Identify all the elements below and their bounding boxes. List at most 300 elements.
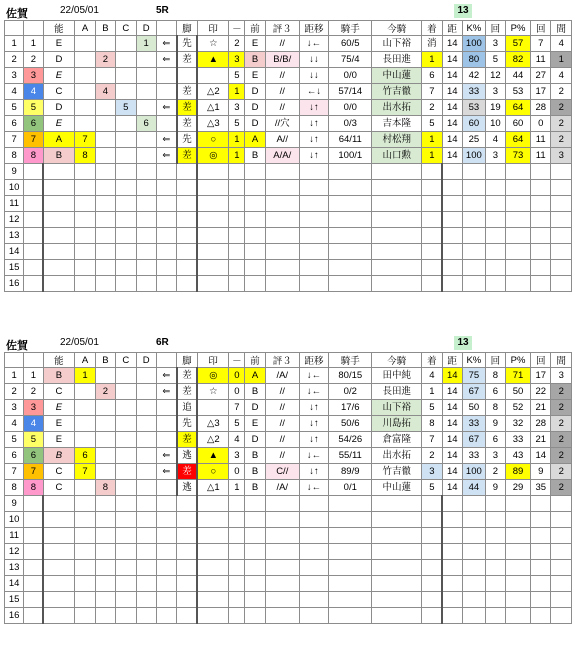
cell-empty [422, 228, 442, 244]
cell-empty [265, 228, 299, 244]
cell-hyo: /A/ [265, 368, 299, 384]
cell-p2: 17 [531, 84, 551, 100]
cell-p2: 21 [531, 432, 551, 448]
cell-hyo: // [265, 432, 299, 448]
cell-b [95, 448, 115, 464]
cell-empty [329, 544, 372, 560]
cell-p2: 28 [531, 100, 551, 116]
cell-empty [177, 244, 197, 260]
table-row-empty [5, 512, 572, 528]
column-header: 距 [442, 21, 462, 36]
cell-empty [136, 244, 156, 260]
cell-kyaku: 差 [177, 148, 197, 164]
cell-kan: 2 [551, 416, 572, 432]
cell-kyo: ↓↑ [299, 100, 328, 116]
cell-empty [265, 544, 299, 560]
cell-kisyu: 57/14 [329, 84, 372, 100]
column-header: B [95, 21, 115, 36]
cell-kyo: ↓← [299, 384, 328, 400]
cell-empty [229, 592, 245, 608]
cell-k2: 5 [485, 52, 505, 68]
cell-empty [197, 276, 229, 292]
cell-empty [329, 496, 372, 512]
column-header: 印 [197, 21, 229, 36]
cell-empty [136, 228, 156, 244]
cell-hyo: A// [265, 132, 299, 148]
cell-b: 4 [95, 84, 115, 100]
table-row [5, 52, 572, 68]
cell-mae: D [245, 84, 265, 100]
cell-empty [116, 244, 136, 260]
row-number: 11 [5, 528, 24, 544]
cell-w: 3 [24, 68, 43, 84]
cell-kyori: 14 [442, 100, 462, 116]
cell-konki: 出水拓 [372, 100, 422, 116]
cell-empty [95, 228, 115, 244]
cell-p: 64 [506, 100, 531, 116]
table-row-empty [5, 228, 572, 244]
cell-empty [442, 212, 462, 228]
cell-b [95, 116, 115, 132]
cell-empty [485, 276, 505, 292]
cell-m: 1 [229, 480, 245, 496]
cell-empty [506, 180, 531, 196]
column-header: D [136, 353, 156, 368]
cell-empty [24, 180, 43, 196]
cell-empty [116, 576, 136, 592]
cell-p: 29 [506, 480, 531, 496]
cell-empty [95, 244, 115, 260]
cell-empty [329, 576, 372, 592]
cell-empty [116, 592, 136, 608]
cell-empty [531, 276, 551, 292]
cell-kan: 2 [551, 464, 572, 480]
column-header: － [229, 21, 245, 36]
cell-kyo: ↓↑ [299, 464, 328, 480]
cell-empty [177, 592, 197, 608]
cell-shirushi [197, 68, 229, 84]
cell-kyaku: 追 [177, 400, 197, 416]
cell-empty [197, 164, 229, 180]
cell-empty [422, 560, 442, 576]
cell-konki: 山下裕 [372, 400, 422, 416]
cell-a [75, 416, 95, 432]
cell-empty [24, 544, 43, 560]
cell-empty [442, 544, 462, 560]
cell-empty [177, 180, 197, 196]
cell-chaku: 1 [422, 148, 442, 164]
cell-kisyu: 0/0 [329, 68, 372, 84]
cell-empty [329, 244, 372, 260]
cell-kan: 2 [551, 116, 572, 132]
cell-empty [156, 212, 176, 228]
cell-k2: 4 [485, 132, 505, 148]
table-row-empty [5, 560, 572, 576]
table-row [5, 416, 572, 432]
cell-n: 7 [5, 464, 24, 480]
cell-m: 0 [229, 384, 245, 400]
cell-empty [463, 180, 486, 196]
cell-empty [24, 528, 43, 544]
cell-p2: 14 [531, 448, 551, 464]
cell-empty [136, 212, 156, 228]
row-number: 14 [5, 576, 24, 592]
cell-m: 3 [229, 100, 245, 116]
cell-empty [265, 276, 299, 292]
cell-d [136, 400, 156, 416]
cell-hyo: // [265, 36, 299, 52]
cell-c [116, 36, 136, 52]
cell-empty [372, 528, 422, 544]
cell-empty [116, 228, 136, 244]
table-row-empty [5, 496, 572, 512]
cell-k2: 2 [485, 464, 505, 480]
cell-empty [372, 212, 422, 228]
cell-empty [506, 576, 531, 592]
cell-no: E [43, 36, 75, 52]
cell-empty [136, 608, 156, 624]
cell-empty [24, 276, 43, 292]
cell-no: E [43, 416, 75, 432]
cell-chaku: 4 [422, 368, 442, 384]
column-header: 回 [485, 21, 505, 36]
cell-c [116, 148, 136, 164]
cell-w: 8 [24, 148, 43, 164]
cell-konki: 田中純 [372, 368, 422, 384]
cell-empty [551, 196, 572, 212]
cell-empty [245, 196, 265, 212]
cell-empty [24, 496, 43, 512]
cell-c [116, 368, 136, 384]
cell-empty [156, 496, 176, 512]
cell-empty [245, 276, 265, 292]
cell-kyo: ↓← [299, 480, 328, 496]
cell-no: E [43, 432, 75, 448]
table-row-empty [5, 576, 572, 592]
table-row [5, 400, 572, 416]
cell-empty [551, 244, 572, 260]
cell-hyo: // [265, 416, 299, 432]
cell-empty [329, 528, 372, 544]
cell-empty [299, 592, 328, 608]
cell-chaku: 2 [422, 100, 442, 116]
row-number: 10 [5, 512, 24, 528]
cell-empty [177, 260, 197, 276]
cell-n: 4 [5, 84, 24, 100]
cell-empty [177, 512, 197, 528]
cell-empty [245, 164, 265, 180]
cell-empty [229, 560, 245, 576]
cell-kan: 2 [551, 132, 572, 148]
cell-k: 67 [463, 384, 486, 400]
cell-p2: 35 [531, 480, 551, 496]
cell-chaku: 7 [422, 432, 442, 448]
cell-empty [442, 228, 462, 244]
cell-no: E [43, 68, 75, 84]
cell-empty [116, 512, 136, 528]
cell-a: 7 [75, 464, 95, 480]
cell-empty [95, 576, 115, 592]
cell-m: 3 [229, 448, 245, 464]
cell-empty [531, 528, 551, 544]
cell-mae: A [245, 132, 265, 148]
column-header-blank [156, 21, 176, 36]
race-block-5r [4, 4, 572, 292]
cell-kyaku: 先 [177, 132, 197, 148]
cell-kyaku: 差 [177, 100, 197, 116]
cell-n: 5 [5, 100, 24, 116]
cell-empty [372, 244, 422, 260]
cell-empty [136, 196, 156, 212]
cell-p: 52 [506, 400, 531, 416]
cell-w: 2 [24, 384, 43, 400]
cell-k2: 3 [485, 448, 505, 464]
cell-empty [116, 276, 136, 292]
cell-a [75, 52, 95, 68]
column-header: 騎手 [329, 21, 372, 36]
cell-empty [506, 560, 531, 576]
cell-empty [442, 576, 462, 592]
cell-hyo: // [265, 68, 299, 84]
cell-empty [551, 608, 572, 624]
cell-empty [229, 512, 245, 528]
cell-empty [95, 212, 115, 228]
cell-empty [43, 576, 75, 592]
cell-empty [136, 560, 156, 576]
cell-no: B [43, 448, 75, 464]
column-header: C [116, 353, 136, 368]
cell-empty [24, 164, 43, 180]
cell-empty [75, 512, 95, 528]
cell-k2: 6 [485, 432, 505, 448]
column-header: 着 [422, 353, 442, 368]
cell-empty [229, 196, 245, 212]
table-row [5, 480, 572, 496]
cell-arr [156, 480, 176, 496]
cell-kyori: 14 [442, 400, 462, 416]
cell-d [136, 416, 156, 432]
cell-arr: ⇐ [156, 464, 176, 480]
cell-empty [95, 544, 115, 560]
cell-empty [156, 528, 176, 544]
cell-m: 7 [229, 400, 245, 416]
cell-empty [75, 608, 95, 624]
cell-empty [485, 544, 505, 560]
cell-empty [116, 608, 136, 624]
cell-empty [156, 592, 176, 608]
cell-d [136, 52, 156, 68]
cell-empty [43, 276, 75, 292]
cell-empty [229, 576, 245, 592]
cell-m: 5 [229, 116, 245, 132]
race-number: 6R [156, 337, 169, 348]
cell-empty [75, 180, 95, 196]
cell-p: 32 [506, 416, 531, 432]
cell-konki: 出水拓 [372, 448, 422, 464]
cell-empty [442, 180, 462, 196]
cell-empty [156, 608, 176, 624]
cell-empty [136, 576, 156, 592]
cell-p2: 0 [531, 116, 551, 132]
cell-empty [229, 608, 245, 624]
cell-mae: E [245, 36, 265, 52]
cell-empty [95, 512, 115, 528]
cell-mae: D [245, 432, 265, 448]
cell-arr: ⇐ [156, 52, 176, 68]
cell-empty [43, 260, 75, 276]
cell-n: 3 [5, 68, 24, 84]
cell-empty [245, 496, 265, 512]
column-header: P% [506, 21, 531, 36]
cell-empty [43, 512, 75, 528]
cell-empty [136, 260, 156, 276]
cell-k: 25 [463, 132, 486, 148]
cell-empty [506, 260, 531, 276]
cell-konki: 長田進 [372, 52, 422, 68]
cell-empty [229, 228, 245, 244]
cell-a [75, 432, 95, 448]
cell-empty [299, 512, 328, 528]
cell-empty [551, 228, 572, 244]
cell-empty [156, 260, 176, 276]
column-header: 能 [43, 21, 75, 36]
cell-a [75, 84, 95, 100]
cell-empty [531, 260, 551, 276]
cell-empty [24, 244, 43, 260]
cell-k: 60 [463, 116, 486, 132]
cell-hyo: // [265, 100, 299, 116]
table-row [5, 68, 572, 84]
cell-empty [245, 576, 265, 592]
cell-empty [245, 544, 265, 560]
cell-k2: 6 [485, 384, 505, 400]
column-header: 距 [442, 353, 462, 368]
cell-empty [75, 228, 95, 244]
cell-chaku: 6 [422, 68, 442, 84]
column-header: 印 [197, 353, 229, 368]
cell-empty [75, 276, 95, 292]
cell-m: 4 [229, 432, 245, 448]
cell-empty [177, 164, 197, 180]
cell-k2: 10 [485, 116, 505, 132]
column-header: 間 [551, 353, 572, 368]
cell-b [95, 464, 115, 480]
row-number: 15 [5, 260, 24, 276]
track-name: 佐賀 [6, 8, 28, 20]
cell-p: 60 [506, 116, 531, 132]
cell-kyaku: 差 [177, 84, 197, 100]
cell-shirushi: ▲ [197, 448, 229, 464]
cell-k: 33 [463, 84, 486, 100]
cell-chaku: 7 [422, 84, 442, 100]
cell-empty [95, 260, 115, 276]
cell-mae: D [245, 100, 265, 116]
cell-kyori: 14 [442, 432, 462, 448]
cell-empty [463, 196, 486, 212]
cell-empty [156, 228, 176, 244]
cell-konki: 倉富隆 [372, 432, 422, 448]
cell-empty [463, 212, 486, 228]
cell-empty [75, 196, 95, 212]
cell-mae: D [245, 116, 265, 132]
cell-empty [43, 180, 75, 196]
cell-arr: ⇐ [156, 100, 176, 116]
column-header: K% [463, 21, 486, 36]
cell-empty [372, 180, 422, 196]
cell-empty [75, 496, 95, 512]
cell-empty [95, 164, 115, 180]
cell-kyo: ↓↑ [299, 400, 328, 416]
cell-kan: 1 [551, 52, 572, 68]
cell-empty [299, 244, 328, 260]
table-row [5, 148, 572, 164]
cell-kyo: ←↓ [299, 84, 328, 100]
race-table [4, 352, 572, 624]
cell-c [116, 464, 136, 480]
cell-k2: 9 [485, 480, 505, 496]
cell-d [136, 448, 156, 464]
cell-p2: 11 [531, 148, 551, 164]
column-header: － [229, 353, 245, 368]
cell-kyo: ↓↑ [299, 416, 328, 432]
cell-empty [329, 512, 372, 528]
cell-b [95, 132, 115, 148]
cell-empty [372, 592, 422, 608]
cell-empty [506, 228, 531, 244]
cell-empty [506, 212, 531, 228]
cell-empty [422, 244, 442, 260]
cell-k2: 19 [485, 100, 505, 116]
cell-empty [43, 528, 75, 544]
cell-kisyu: 64/11 [329, 132, 372, 148]
cell-kyori: 14 [442, 368, 462, 384]
cell-c [116, 68, 136, 84]
cell-empty [485, 228, 505, 244]
cell-chaku: 5 [422, 116, 442, 132]
cell-hyo: //穴 [265, 116, 299, 132]
cell-empty [422, 212, 442, 228]
cell-k2: 12 [485, 68, 505, 84]
cell-b [95, 432, 115, 448]
cell-kan: 4 [551, 36, 572, 52]
column-header: P% [506, 353, 531, 368]
cell-w: 2 [24, 52, 43, 68]
cell-p: 71 [506, 368, 531, 384]
cell-empty [177, 196, 197, 212]
cell-kisyu: 80/15 [329, 368, 372, 384]
cell-empty [463, 560, 486, 576]
cell-chaku: 5 [422, 480, 442, 496]
cell-empty [299, 528, 328, 544]
cell-empty [156, 544, 176, 560]
cell-mae: B [245, 464, 265, 480]
distance-badge: 13 [454, 336, 472, 350]
cell-empty [75, 260, 95, 276]
cell-kyaku: 差 [177, 52, 197, 68]
cell-kyori: 14 [442, 480, 462, 496]
cell-kan: 2 [551, 432, 572, 448]
cell-kyori: 14 [442, 36, 462, 52]
cell-empty [43, 228, 75, 244]
cell-k: 53 [463, 100, 486, 116]
cell-empty [531, 212, 551, 228]
cell-empty [136, 496, 156, 512]
column-header: 脚 [177, 21, 197, 36]
cell-w: 6 [24, 116, 43, 132]
cell-kyori: 14 [442, 384, 462, 400]
cell-konki: 竹吉徹 [372, 464, 422, 480]
table-row-empty [5, 212, 572, 228]
